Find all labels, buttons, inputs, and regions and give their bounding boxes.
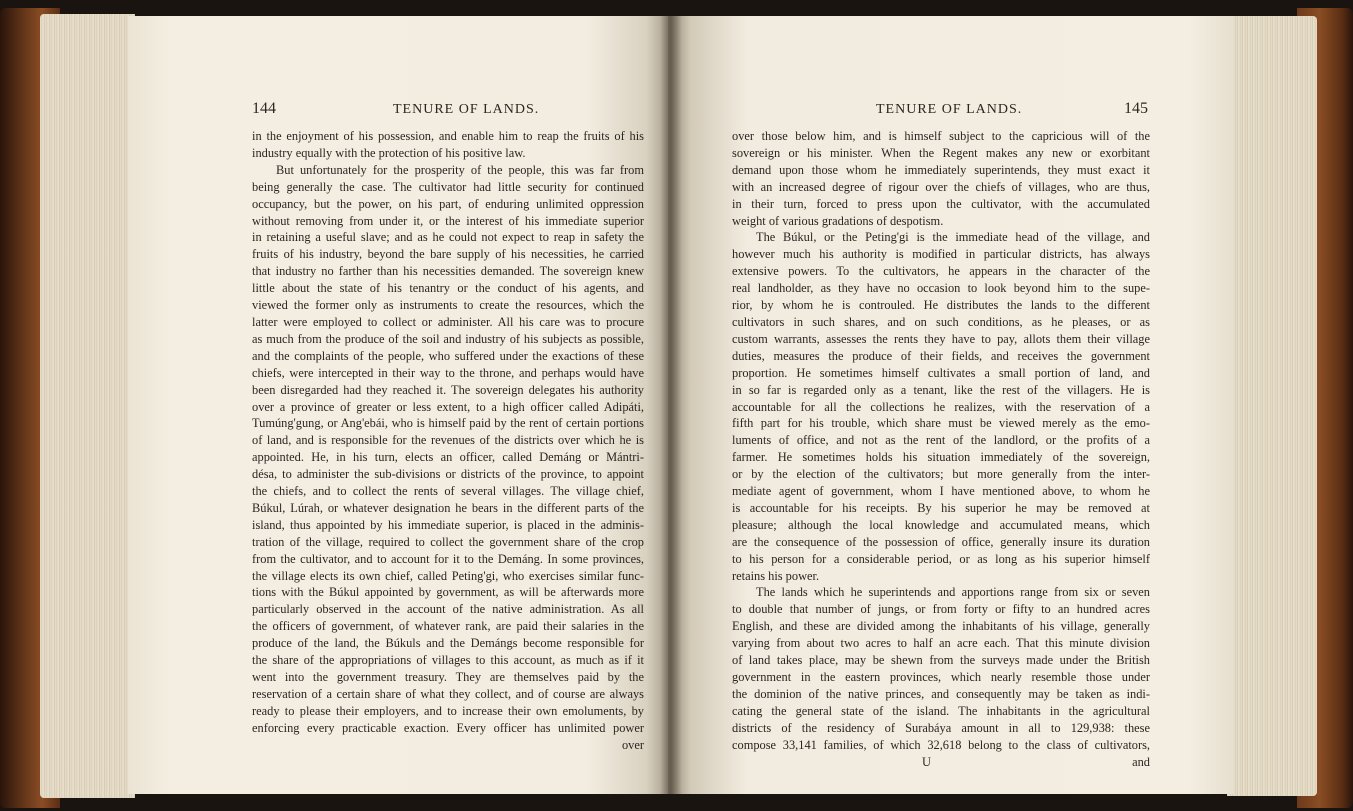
text-line: without removing from under it, or the interest of his immediate superior: [252, 213, 644, 228]
text-line: appointed. He, in his turn, elects an officer, called Demáng or Mántri-: [252, 450, 644, 465]
text-line: is accountable for his receipts. By his superior he may be removed at: [732, 500, 1150, 515]
text-line: of land, and is responsible for the revenues of the districts over which he is: [252, 433, 644, 448]
text-line: of land takes place, may be shewn from the surveys made under the British: [732, 653, 1150, 668]
text-line: to his person for a considerable period, or as long as his superior himself: [732, 551, 1150, 566]
text-line: But unfortunately for the prosperity of the people, this was far from: [276, 162, 644, 177]
text-line: accountable for all the collections he realizes, with the reservation of a: [732, 399, 1150, 414]
running-header-right: TENURE OF LANDS.: [876, 102, 1023, 117]
text-line: farmer. He sometimes holds his situation immediately of the sovereign,: [732, 450, 1150, 465]
catchword: and: [1132, 754, 1150, 769]
text-line: with an increased degree of rigour over the chiefs of villages, who are thus,: [732, 179, 1150, 194]
text-line: sovereign or his minister. When the Regent makes any new or exorbitant: [732, 145, 1150, 160]
text-line: désa, to administer the sub-divisions or districts of the province, to appoint: [252, 467, 644, 482]
text-line: and the complaints of the people, who suffered under the exactions of these: [252, 348, 644, 363]
text-line: tions with the Búkul appointed by government, as will be afterwards more: [252, 585, 644, 600]
text-line: retains his power.: [732, 568, 820, 583]
text-line: the officers of government, of whatever rank, are paid their salaries in the: [252, 619, 644, 634]
text-line: little about the state of his tenantry or the conduct of his agents, and: [252, 281, 644, 296]
text-line: latter were employed to collect or administer. All his care was to procure: [252, 314, 644, 329]
text-line: custom warrants, assesses the rents they have to pay, allots them their village: [732, 331, 1150, 346]
text-line: government in the eastern provinces, which nearly resemble those under: [732, 670, 1150, 684]
text-line: chiefs, were intercepted in their way to the throne, and perhaps would have: [252, 365, 644, 380]
text-line: in so far is regarded only as a tenant, like the rest of the villagers. He is: [732, 382, 1150, 397]
text-line: the village elects its own chief, called Peting'gi, who exercises similar func-: [252, 568, 644, 583]
text-line: English, and these are divided among the inhabitants of his village, generally: [732, 619, 1150, 634]
text-line: cultivators in such shares, and on such conditions, as he pleases, or as: [732, 314, 1150, 329]
text-line: in retaining a useful slave; and as he could not expect to reap in safety the: [252, 230, 644, 245]
text-line: mediate agent of government, whom I have mentioned above, to whom he: [732, 484, 1150, 499]
text-line: The Búkul, or the Peting'gi is the immediate head of the village, and: [756, 230, 1150, 245]
page-edges-right: [1227, 16, 1317, 796]
text-line: cating the general state of the island. The inhabitants in the agricultural: [732, 703, 1150, 718]
text-line: produce of the land, the Búkuls and the Demángs become responsible for: [252, 636, 644, 651]
text-line: rior, by whom he is controuled. He distributes the lands to the different: [732, 298, 1150, 313]
text-line: Búkul, Lúrah, or whatever designation he bears in the different parts of the: [252, 500, 644, 515]
book-gutter: [660, 16, 682, 794]
text-line: industry equally with the protection of his positive law.: [252, 145, 526, 160]
left-page-text: [252, 128, 644, 754]
text-line: proportion. He sometimes himself cultivates a small portion of land, and: [732, 365, 1150, 380]
left-page: [128, 16, 668, 794]
text-line: island, thus appointed by his immediate superior, is placed in the adminis-: [252, 517, 644, 532]
text-line: reservation of a certain share of what they collect, and of course are always: [252, 686, 644, 701]
text-line: tration of the village, required to collect the government share of the crop: [252, 534, 644, 549]
text-line: Tumúng'gung, or Ang'ebái, who is himself paid by the rent of certain portions: [252, 416, 644, 431]
text-line: being generally the case. The cultivator had little security for continued: [252, 179, 644, 194]
text-line: enforcing every practicable exaction. Every officer has unlimited power: [252, 720, 644, 735]
text-line: duties, measures the produce of their fields, and receives the government: [732, 348, 1150, 363]
text-line: fruits of his industry, beyond the bare supply of his necessities, he carried: [252, 247, 644, 262]
text-line: luments of office, and not as the rent of the landlord, or the profits of a: [732, 433, 1150, 448]
text-line: from the cultivator, and to account for it to the Demáng. In some provinces,: [252, 551, 644, 566]
text-line: weight of various gradations of despotism.: [732, 213, 944, 228]
text-line: in their turn, forced to press upon the cultivator, with the accumulated: [732, 196, 1150, 211]
text-line: been disregarded had they reached it. The sovereign delegates his authority: [252, 382, 644, 397]
running-header-left: TENURE OF LANDS.: [393, 102, 540, 117]
text-line: pleasure; although the local knowledge and accumulated means, which: [732, 517, 1150, 532]
text-line: real landholder, as they have no occasion to look beyond him to the supe-: [732, 281, 1150, 296]
text-line: compose 33,141 families, of which 32,618 belong to the class of cultivators,: [732, 737, 1150, 752]
text-line: The lands which he superintends and apportions range from six or seven: [756, 585, 1150, 600]
text-line: occupancy, but the power, on his part, of enduring unlimited oppression: [252, 196, 644, 211]
text-line: the share of the appropriations of villages to this account, as much as if it: [252, 653, 644, 668]
text-line: demand upon those whom he immediately superintends, they must exact it: [732, 162, 1150, 177]
text-line: ready to please their employers, and to increase their own emoluments, by: [252, 703, 644, 718]
right-page-text: [732, 128, 1150, 770]
text-line: are the consequence of the possession of office, generally insure its duration: [732, 534, 1150, 549]
page-number-left: 144: [252, 100, 276, 117]
signature-mark: U: [922, 754, 931, 769]
text-line: as much from the produce of the soil and industry of his subjects as possible,: [252, 331, 644, 346]
text-line: in the enjoyment of his possession, and enable him to reap the fruits of his: [252, 129, 644, 143]
text-line: went into the government treasury. They are themselves paid by the: [252, 670, 644, 684]
text-line: to double that number of jungs, or from forty or fifty to an hundred acres: [732, 602, 1150, 617]
text-line: fifth part for his trouble, which share must be viewed merely as the emo-: [732, 416, 1150, 431]
text-line: over those below him, and is himself subject to the capricious will of the: [732, 129, 1150, 143]
text-line: or by the election of the cultivators; but more generally from the inter-: [732, 467, 1150, 482]
right-page: [668, 16, 1234, 794]
text-line: however much his authority is modified in particular districts, has always: [732, 247, 1150, 262]
text-line: extensive powers. To the cultivators, he appears in the character of the: [732, 264, 1150, 279]
signature-row: [732, 754, 1150, 771]
text-line: districts of the residency of Surabáya amount in all to 129,938: these: [732, 720, 1150, 735]
text-line: the chiefs, and to collect the rents of several villages. The village chief,: [252, 484, 644, 499]
text-line: over a province of greater or less extent, to a high officer called Adipáti,: [252, 399, 644, 414]
text-line: particularly observed in the account of the native administration. As all: [252, 602, 644, 617]
text-line: the dominion of the native princes, and consequently may be taken as indi-: [732, 686, 1150, 701]
text-line: that industry no farther than his necessities demanded. The sovereign knew: [252, 264, 644, 279]
page-edges-left: [40, 14, 135, 798]
catchword: over: [621, 737, 644, 752]
text-line: varying from about two acres to half an acre each. That this minute division: [732, 636, 1150, 651]
page-number-right: 145: [1124, 100, 1148, 117]
text-line: viewed the former only as instruments to create the resources, which the: [252, 298, 644, 313]
